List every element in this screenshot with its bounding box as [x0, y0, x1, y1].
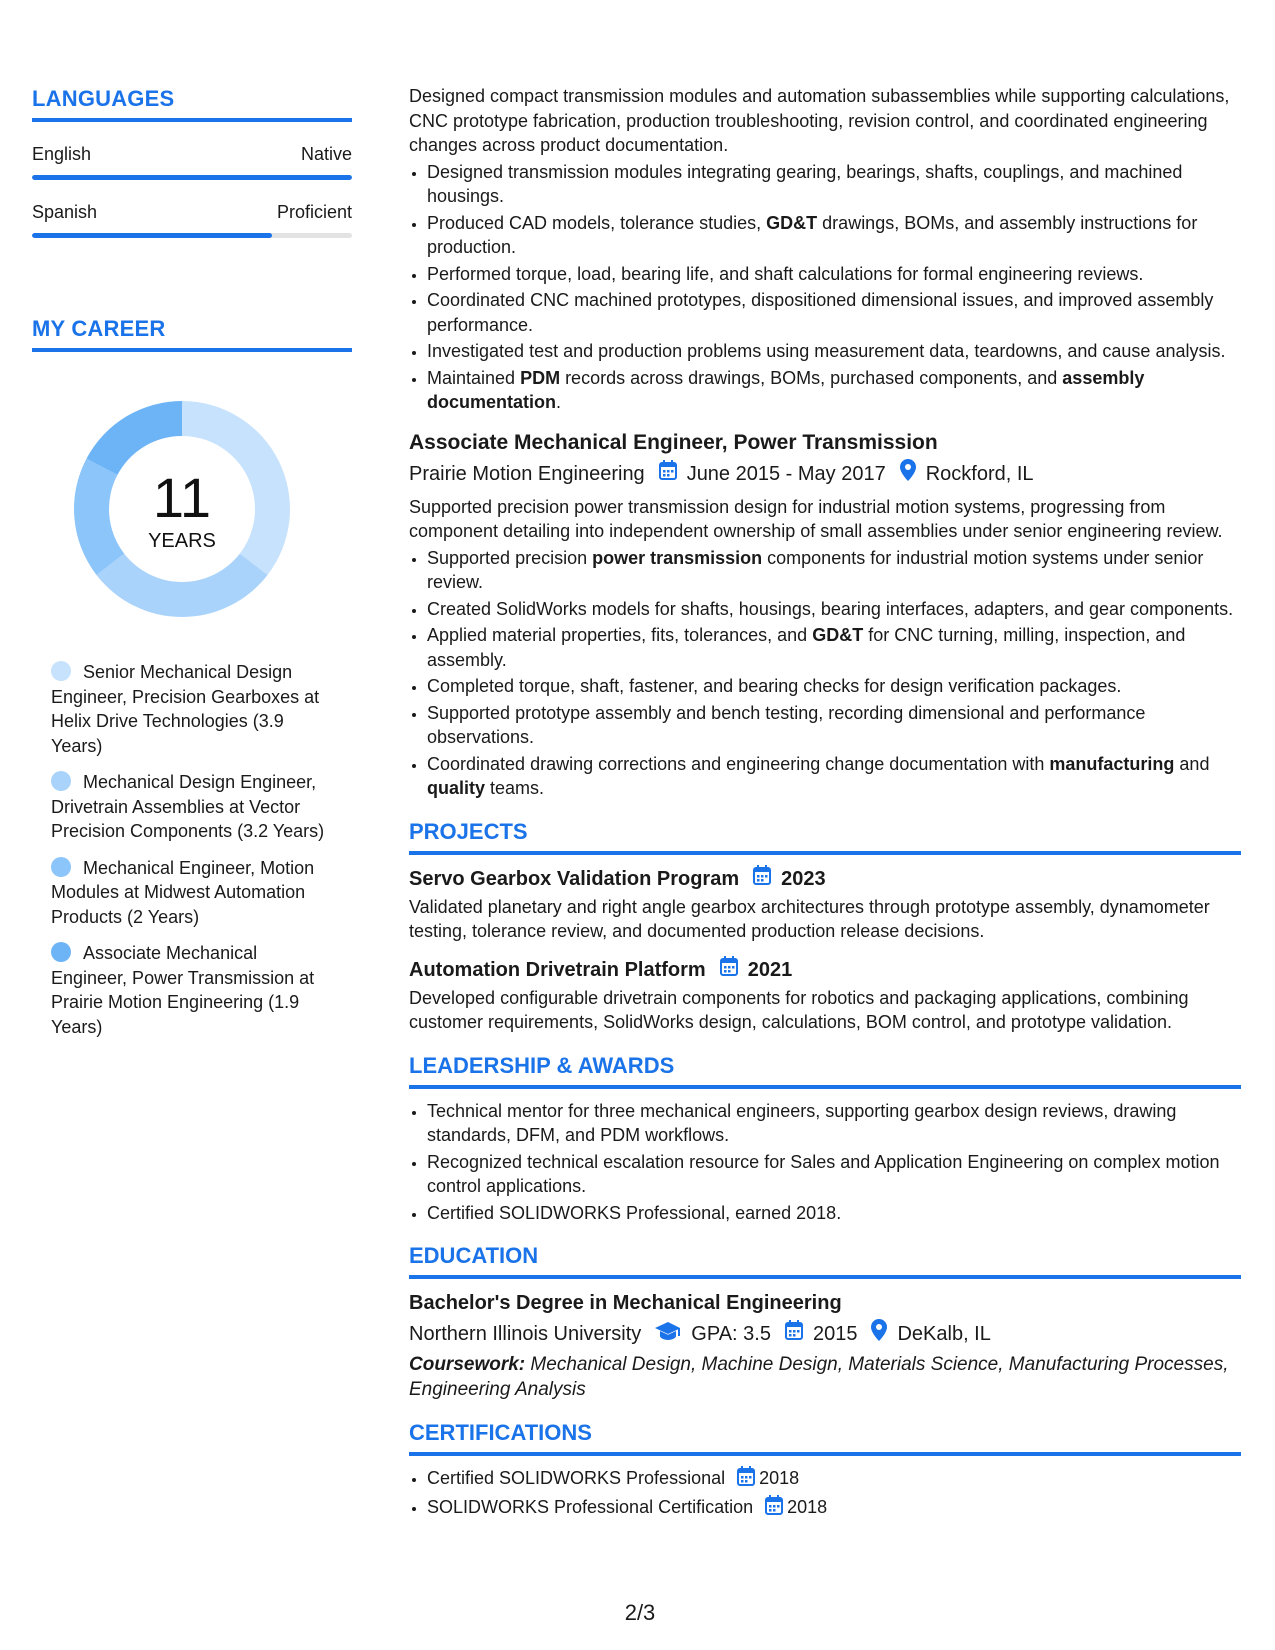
bullet-text: Produced CAD models, tolerance studies,	[427, 212, 767, 233]
career-legend-item	[51, 941, 331, 1039]
leadership-item: • Recognized technical escalation resource for Sales and Application Engineering on complex motion control applications.	[427, 1150, 1241, 1199]
job-dates: June 2015 - May 2017	[686, 462, 886, 485]
location-pin-icon	[871, 1319, 887, 1349]
job-summary: Supported precision power transmission design for industrial motion systems, progressing from component detailing into independent ownership of small assemblies under senior engineering review.	[409, 496, 1223, 541]
bullet-item	[427, 339, 1241, 364]
job-bullets	[409, 546, 1241, 801]
language-item	[32, 202, 352, 238]
certification-item	[427, 1495, 1241, 1522]
calendar-icon	[737, 1466, 755, 1493]
education-meta	[409, 1319, 1241, 1349]
bullet-text: Maintained	[427, 367, 521, 388]
language-name: English	[32, 144, 92, 164]
bullet-text: Investigated test and production problems using measurement data, teardowns, and cause analysis.	[427, 341, 1226, 361]
bullet-text: Applied material properties, fits, tolerances, and	[427, 625, 813, 645]
bullet-item	[427, 211, 1241, 260]
bullet-emphasis: assembly documentation	[427, 367, 1145, 412]
bullet-item	[427, 546, 1241, 595]
career-legend-item	[51, 770, 331, 844]
school-location: DeKalb, IL	[897, 1323, 991, 1345]
language-proficiency-bar	[32, 175, 352, 180]
project-item	[409, 956, 1241, 1035]
bullet-item	[427, 597, 1241, 622]
projects-list	[409, 865, 1241, 1035]
bullet-text: for CNC turning, milling, inspection, and assembly.	[427, 625, 1186, 670]
calendar-icon	[785, 1320, 803, 1348]
job-company: Prairie Motion Engineering	[409, 462, 645, 485]
career-legend	[32, 660, 352, 1039]
project-name: Servo Gearbox Validation Program	[409, 867, 740, 890]
bullet-text: Designed transmission modules integrating gearing, bearings, shafts, couplings, and machined housings.	[427, 161, 1183, 206]
career-legend-item	[51, 660, 331, 758]
project-description: Validated planetary and right angle gearbox architectures through prototype assembly, dynamometer testing, tolerance review, and documented production release decisions.	[409, 896, 1210, 941]
certification-year: 2018	[759, 1468, 800, 1488]
language-proficiency-bar	[32, 233, 352, 238]
coursework	[409, 1353, 1241, 1402]
career-legend-item	[51, 856, 331, 930]
legend-dot-icon	[51, 661, 71, 681]
legend-dot-icon	[51, 771, 71, 791]
job-title: Associate Mechanical Engineer, Power Transmission	[409, 430, 938, 454]
language-level: Native	[300, 144, 352, 164]
bullet-item	[427, 623, 1241, 672]
location-pin-icon	[900, 459, 916, 489]
bullet-item	[427, 674, 1241, 699]
bullet-text: and	[1174, 753, 1210, 774]
school-name: Northern Illinois University	[409, 1323, 642, 1345]
bullet-text: components for industrial motion systems under senior review.	[427, 547, 1204, 592]
bullet-item	[427, 288, 1241, 337]
certification-name: Certified SOLIDWORKS Professional	[427, 1468, 726, 1488]
certification-item	[427, 1466, 1241, 1493]
leadership-heading: LEADERSHIP & AWARDS	[409, 1051, 1241, 1089]
legend-label: Mechanical Engineer, Motion Modules at Midwest Automation Products (2 Years)	[51, 857, 315, 927]
right-column	[409, 84, 1241, 1523]
left-column	[32, 86, 352, 1051]
bullet-emphasis: GD&T	[812, 625, 864, 645]
language-proficiency-fill	[32, 233, 272, 238]
bullet-emphasis: manufacturing	[1049, 753, 1175, 774]
career-total-years: 11	[152, 466, 212, 529]
bullet-text: drawings, BOMs, and assembly instructions for production.	[427, 212, 1198, 257]
bullet-emphasis: quality	[427, 778, 486, 798]
bullet-emphasis: GD&T	[766, 212, 818, 233]
education-heading: EDUCATION	[409, 1241, 1241, 1279]
legend-label: Associate Mechanical Engineer, Power Transmission at Prairie Motion Engineering (1.9 Years)	[51, 943, 315, 1037]
bullet-item	[427, 160, 1241, 209]
projects-heading: PROJECTS	[409, 817, 1241, 855]
degree-title: Bachelor's Degree in Mechanical Engineering	[409, 1292, 842, 1314]
certifications-heading: CERTIFICATIONS	[409, 1418, 1241, 1456]
language-level: Proficient	[276, 202, 352, 222]
bullet-text: Completed torque, shaft, fastener, and bearing checks for design verification packages.	[427, 676, 1122, 696]
project-year: 2023	[781, 867, 826, 890]
legend-dot-icon	[51, 857, 71, 877]
bullet-item	[427, 366, 1241, 415]
bullet-text: Supported prototype assembly and bench testing, recording dimensional and performance observations.	[427, 702, 1146, 747]
certification-name: SOLIDWORKS Professional Certification	[427, 1496, 754, 1517]
legend-dot-icon	[51, 942, 71, 962]
career-years-label: YEARS	[148, 530, 216, 552]
certifications-list	[409, 1466, 1241, 1521]
bullet-text: Coordinated CNC machined prototypes, dispositioned dimensional issues, and improved assembly performance.	[427, 290, 1214, 335]
career-heading: MY CAREER	[32, 316, 352, 352]
coursework-list: Mechanical Design, Machine Design, Materials Science, Manufacturing Processes, Engineering Analysis	[409, 1354, 1229, 1400]
graduation-cap-icon	[655, 1320, 681, 1348]
bullet-text: Coordinated drawing corrections and engineering change documentation with	[427, 753, 1050, 774]
bullet-item	[427, 752, 1241, 801]
bullet-text: .	[556, 392, 562, 412]
language-item	[32, 144, 352, 180]
bullet-text: Supported precision	[427, 547, 593, 568]
languages-heading: LANGUAGES	[32, 86, 352, 122]
calendar-icon	[753, 865, 771, 893]
job-meta	[409, 459, 1241, 489]
project-year: 2021	[747, 958, 793, 981]
certification-year: 2018	[787, 1496, 828, 1517]
leadership-item: • Technical mentor for three mechanical engineers, supporting gearbox design reviews, drawing standards, DFM, and PDM workflows.	[427, 1099, 1241, 1148]
career-donut-chart	[67, 394, 297, 624]
project-description: Developed configurable drivetrain components for robotics and packaging applications, combining customer requirements, SolidWorks design, calculations, BOM control, and prototype validation.	[409, 987, 1189, 1032]
leadership-item: • Certified SOLIDWORKS Professional, earned 2018.	[427, 1201, 1241, 1226]
bullet-emphasis: power transmission	[592, 547, 763, 568]
bullet-text: Performed torque, load, bearing life, and shaft calculations for formal engineering reviews.	[427, 263, 1144, 284]
bullet-item	[427, 262, 1241, 287]
page-number: 2/3	[624, 1600, 656, 1625]
calendar-icon	[659, 460, 677, 488]
bullet-item	[427, 701, 1241, 750]
bullet-text: teams.	[485, 778, 545, 798]
gpa: GPA: 3.5	[691, 1323, 771, 1345]
prev-job-bullets	[409, 160, 1241, 415]
project-item	[409, 865, 1241, 944]
bullet-text: Created SolidWorks models for shafts, housings, bearing interfaces, adapters, and gear components.	[427, 598, 1234, 619]
bullet-emphasis: PDM	[520, 367, 561, 388]
calendar-icon	[720, 956, 738, 984]
bullet-text: records across drawings, BOMs, purchased components, and	[560, 367, 1063, 388]
legend-label: Senior Mechanical Design Engineer, Precision Gearboxes at Helix Drive Technologies (3.9 Years)	[51, 662, 320, 756]
language-name: Spanish	[32, 202, 98, 222]
leadership-list	[409, 1099, 1241, 1226]
coursework-label: Coursework:	[409, 1354, 526, 1375]
prev-job-summary: Designed compact transmission modules and automation subassemblies while supporting calculations, CNC prototype fabrication, production troubleshooting, revision control, and coordinated engineering changes across product documentation.	[409, 86, 1230, 155]
project-name: Automation Drivetrain Platform	[409, 958, 706, 981]
graduation-year: 2015	[812, 1323, 858, 1345]
calendar-icon	[765, 1495, 783, 1522]
legend-label: Mechanical Design Engineer, Drivetrain Assemblies at Vector Precision Components (3.2 Years)	[51, 772, 325, 841]
job-location: Rockford, IL	[925, 462, 1034, 485]
language-proficiency-fill	[32, 175, 352, 180]
